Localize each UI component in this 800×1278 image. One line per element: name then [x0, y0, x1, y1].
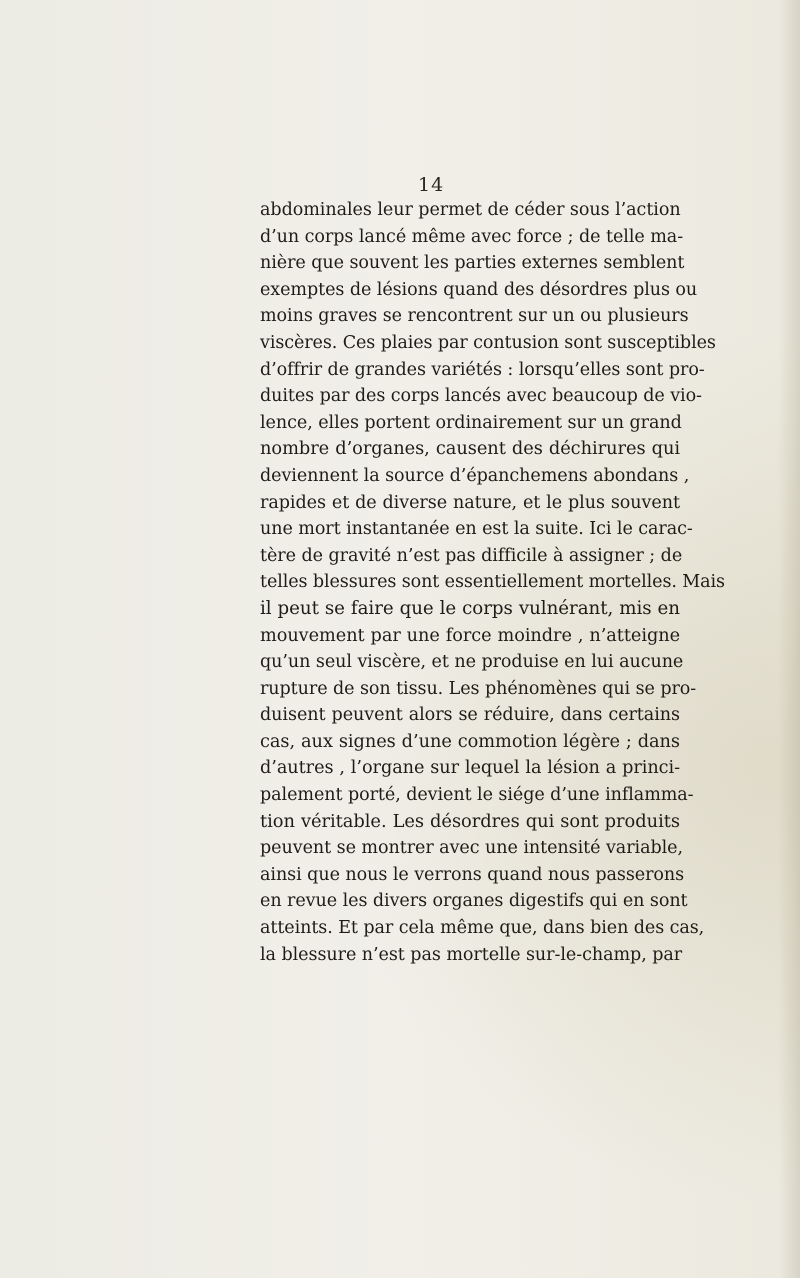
text-line: duites par des corps lancés avec beaucoup de vio- — [260, 386, 702, 407]
text-line: en revue les divers organes digestifs qui en sont — [260, 891, 688, 912]
text-line: d’un corps lancé même avec force ; de telle ma- — [260, 226, 684, 247]
text-line: ainsi que nous le verrons quand nous passerons — [260, 864, 685, 885]
text-line: deviennent la source d’épanchemens abondans , — [260, 465, 690, 486]
text-line: peuvent se montrer avec une intensité variable, — [260, 838, 684, 859]
text-line: atteints. Et par cela même que, dans bien des cas, — [260, 918, 705, 939]
text-line: tère de gravité n’est pas difficile à assigner ; de — [260, 545, 683, 566]
text-line: d’autres , l’organe sur lequel la lésion a princi- — [260, 758, 680, 779]
text-line: palement porté, devient le siége d’une inflamma- — [260, 785, 694, 806]
page-number: 14 — [418, 174, 445, 196]
text-line: la blessure n’est pas mortelle sur-le-champ, par — [260, 944, 683, 965]
text-line: il peut se faire que le corps vulnérant, mis en — [260, 597, 680, 619]
text-line: d’offrir de grandes variétés : lorsqu’elles sont pro- — [260, 359, 705, 380]
text-line: duisent peuvent alors se réduire, dans certains — [260, 705, 680, 726]
text-line: une mort instantanée en est la suite. Ici le carac- — [260, 519, 693, 540]
page-edge-shadow — [778, 0, 800, 1278]
text-line: cas, aux signes d’une commotion légère ; dans — [260, 731, 680, 752]
text-line: lence, elles portent ordinairement sur un grand — [260, 412, 682, 433]
text-line: rupture de son tissu. Les phénomènes qui se pro- — [260, 678, 697, 699]
text-line: viscères. Ces plaies par contusion sont susceptibles — [260, 332, 716, 353]
text-line: moins graves se rencontrent sur un ou plusieurs — [260, 306, 689, 327]
text-line: rapides et de diverse nature, et le plus souvent — [260, 492, 680, 513]
text-line: exemptes de lésions quand des désordres plus ou — [260, 279, 698, 300]
text-line: nombre d’organes, causent des déchirures qui — [260, 438, 680, 460]
text-line: qu’un seul viscère, et ne produise en lui aucune — [260, 652, 684, 673]
text-line: nière que souvent les parties externes semblent — [260, 253, 685, 274]
text-line: abdominales leur permet de céder sous l’action — [260, 200, 681, 220]
text-line: tion véritable. Les désordres qui sont produits — [260, 810, 680, 832]
body-text — [260, 197, 725, 968]
text-line: telles blessures sont essentiellement mortelles. Mais — [260, 572, 725, 593]
text-line: mouvement par une force moindre , n’atteigne — [260, 625, 680, 646]
